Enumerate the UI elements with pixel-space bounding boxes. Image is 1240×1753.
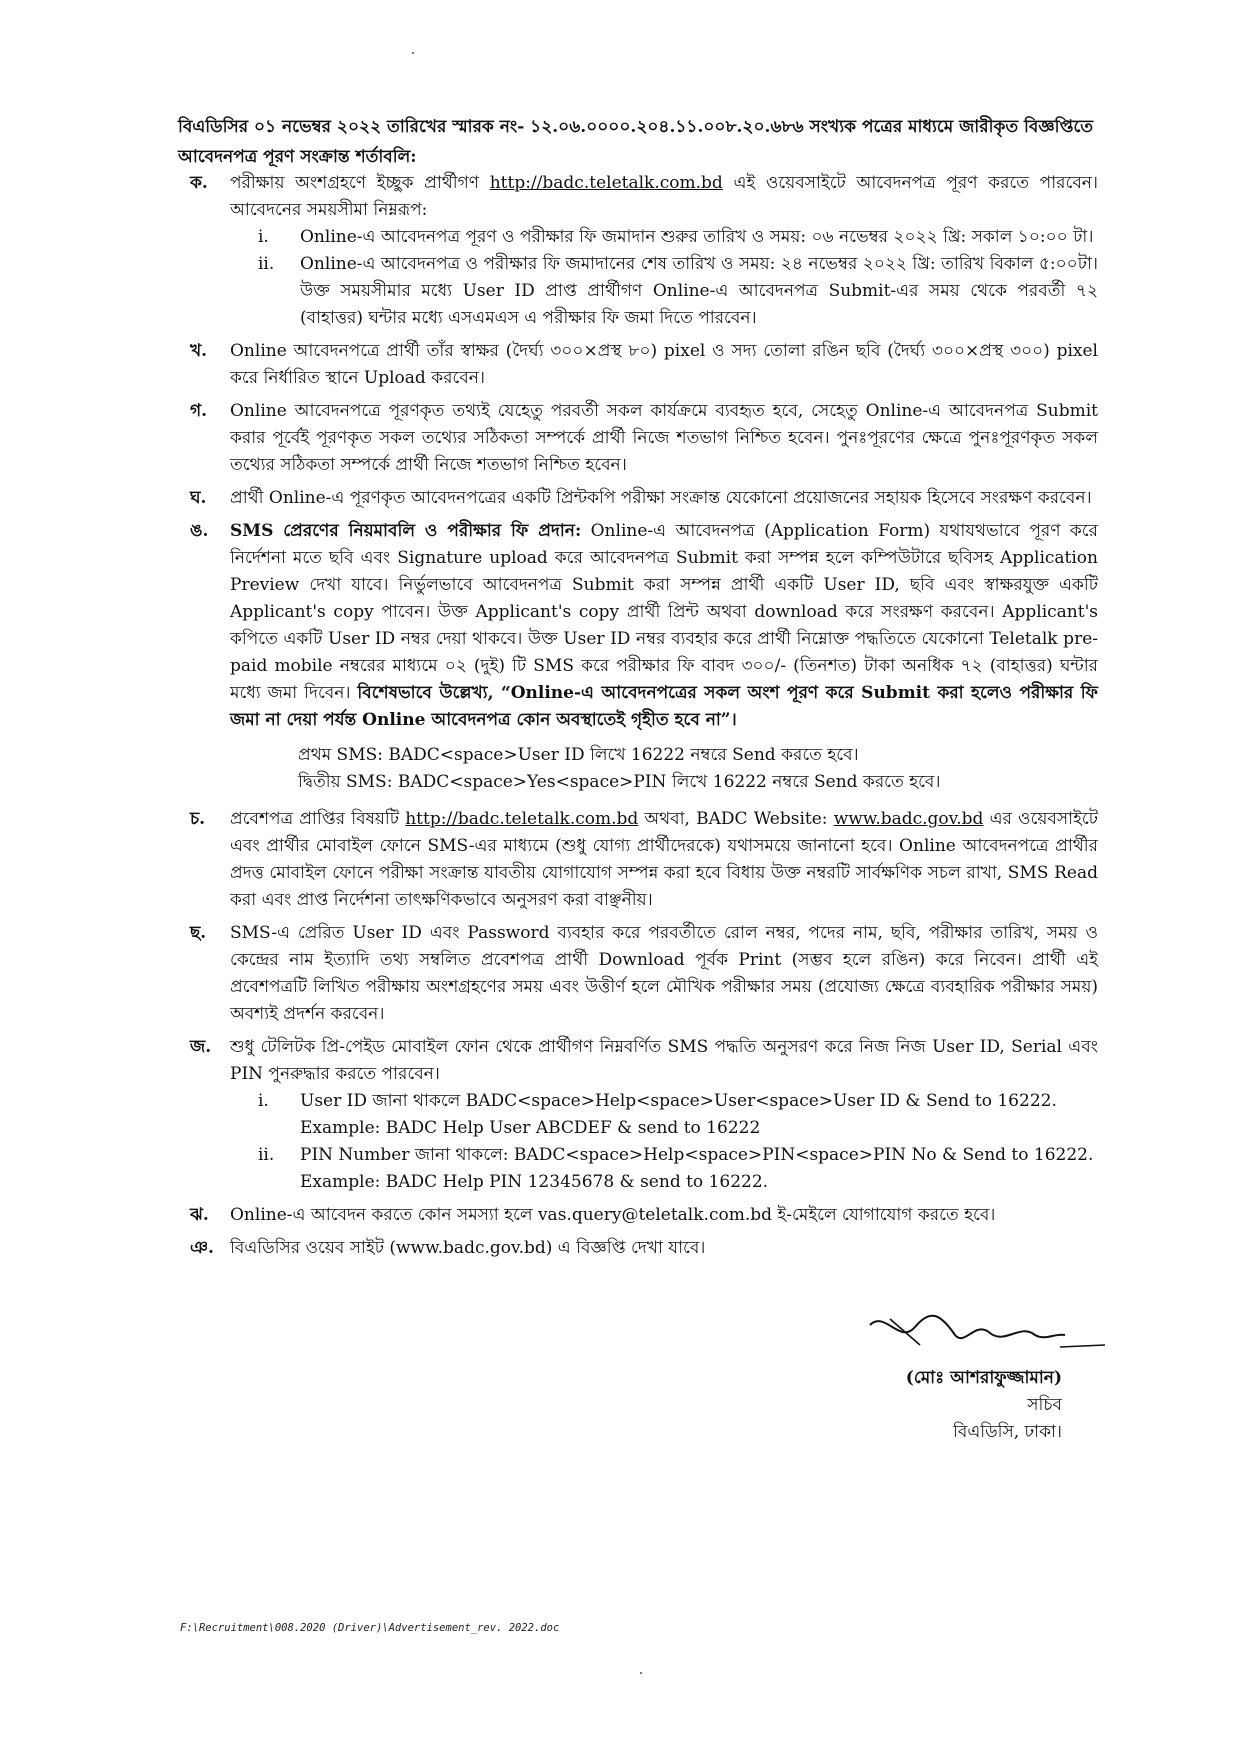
item-marker: ছ. (190, 923, 207, 943)
sub-item-text: User ID জানা থাকলে BADC<space>Help<space>User<space>User ID & Send to 16222. (300, 1091, 1057, 1111)
sub-item-number: ii. (258, 254, 275, 274)
item-kha (178, 338, 1098, 392)
teletalk-link[interactable]: http://badc.teletalk.com.bd (405, 809, 639, 829)
item-ga (178, 398, 1098, 479)
signatory-title: সচিব (1027, 1395, 1062, 1415)
badc-website-link[interactable]: www.badc.gov.bd (833, 809, 984, 829)
sub-item-i (258, 224, 1098, 251)
teletalk-link[interactable]: http://badc.teletalk.com.bd (489, 173, 723, 193)
item-text: Online-এ আবেদন করতে কোন সমস্যা হলে vas.query@teletalk.com.bd ই-মেইলে যোগাযোগ করতে হবে। (230, 1205, 996, 1225)
item-marker: ঘ. (190, 488, 207, 508)
sub-item-example: Example: BADC Help PIN 12345678 & send to 16222. (300, 1172, 769, 1192)
item-text: Online আবেদনপত্রে প্রার্থী তাঁর স্বাক্ষর (দৈর্ঘ্য ৩০০×প্রস্থ ৮০) pixel ও সদ্য তোলা রঙিন ছবি (দৈর্ঘ্য ৩০০×প্রস্থ ৩০০) pixel করে নির্ধারিত স্থানে Upload করবেন। (230, 341, 1098, 388)
sub-item-text: PIN Number জানা থাকলে: BADC<space>Help<space>PIN<space>PIN No & Send to 16222. (300, 1145, 1094, 1165)
item-gha (178, 485, 1098, 512)
scan-speck (640, 1672, 642, 1674)
item-text: SMS-এ প্রেরিত User ID এবং Password ব্যবহার করে পরবর্তীতে রোল নম্বর, পদের নাম, ছবি, পরীক্ষার তারিখ, সময় ও কেন্দ্রের নাম ইত্যাদি তথ্য সম্বলিত প্রবেশপত্র প্রার্থী Download পূর্বক Print (সম্ভব হলে রঙিন) করে নিবেন। প্রার্থী এই প্রবেশপত্রটি লিখিত পরীক্ষায় অংশগ্রহণের সময় এবং উত্তীর্ণ হলে মৌখিক পরীক্ষার সময় (প্রযোজ্য ক্ষেত্রে ব্যবহারিক পরীক্ষার সময়) অবশ্যই প্রদর্শন করবেন। (230, 923, 1098, 1024)
sub-item-i (258, 1088, 1098, 1142)
item-text (230, 170, 1098, 224)
sub-item-text: Online-এ আবেদনপত্র ও পরীক্ষার ফি জমাদানের শেষ তারিখ ও সময়: ২৪ নভেম্বর ২০২২ খ্রি: তারিখ বিকাল ৫:০০টা। উক্ত সময়সীমার মধ্যে User ID প্রাপ্ত প্রার্থীগণ Online-এ আবেদনপত্র Submit-এর সময় থেকে পরবর্তী ৭২ (বাহাত্তর) ঘন্টার মধ্যে এসএমএস এ পরীক্ষার ফি জমা দিতে পারবেন। (300, 254, 1098, 328)
item-text (230, 518, 1098, 734)
document-header: বিএডিসির ০১ নভেম্বর ২০২২ তারিখের স্মারক নং- ১২.০৬.০০০০.২০৪.১১.০০৮.২০.৬৮৬ সংখ্যক পত্রের মাধ্যমে জারীকৃত বিজ্ঞপ্তিতে আবেদনপত্র পূরণ সংক্রান্ত শর্তাবলি: (178, 117, 1094, 167)
sub-item-ii (258, 1142, 1098, 1196)
item-ja (178, 1034, 1098, 1196)
item-text-post: এই ওয়েবসাইটে আবেদনপত্র পূরণ করতে পারবেন। আবেদনের সময়সীমা নিম্নরূপ: (230, 173, 1099, 220)
item-text: বিএডিসির ওয়েব সাইট (www.badc.gov.bd) এ বিজ্ঞপ্তি দেখা যাবে। (230, 1238, 706, 1258)
item-ka (178, 170, 1098, 332)
item-marker: ঙ. (190, 521, 209, 541)
signatory-organization: বিএডিসি, ঢাকা। (953, 1422, 1062, 1442)
item-text-post: এর ওয়েবসাইটে এবং প্রার্থীর মোবাইল ফোনে SMS-এর মাধ্যমে (শুধু যোগ্য প্রার্থীদেরকে) যথাসময়ে জানানো হবে। Online আবেদনপত্রে প্রার্থীর প্রদত্ত মোবাইল ফোনে পরীক্ষা সংক্রান্ত যাবতীয় যোগাযোগ সম্পন্ন করা হবে বিধায় উক্ত নম্বরটি সার্বক্ষণিক সচল রাখা, SMS Read করা এবং প্রাপ্ত নির্দেশনা তাৎক্ষণিকভাবে অনুসরণ করা বাঞ্ছনীয়। (230, 809, 1098, 910)
item-text: প্রার্থী Online-এ পূরণকৃত আবেদনপত্রের একটি প্রিন্টকপি পরীক্ষা সংক্রান্ত যেকোনো প্রয়োজনের সহায়ক হিসেবে সংরক্ষণ করবেন। (230, 488, 1092, 508)
item-cha (178, 806, 1098, 914)
second-sms: দ্বিতীয় SMS: BADC<space>Yes<space>PIN লিখে 16222 নম্বরে Send করতে হবে। (298, 772, 941, 792)
item-marker: ক. (190, 173, 208, 193)
first-sms: প্রথম SMS: BADC<space>User ID লিখে 16222 নম্বরে Send করতে হবে। (298, 745, 859, 765)
sub-item-number: i. (258, 1091, 269, 1111)
handwritten-signature (860, 1305, 1110, 1365)
item-marker: খ. (190, 341, 208, 361)
file-path-footer: F:\Recruitment\008.2020 (Driver)\Advertisement_rev. 2022.doc (180, 1622, 560, 1634)
conditions-list (178, 170, 1098, 1268)
item-text: Online আবেদনপত্রে পূরণকৃত তথ্যই যেহেতু পরবর্তী সকল কার্যক্রমে ব্যবহৃত হবে, সেহেতু Online-এ আবেদনপত্র Submit করার পূর্বেই পূরণকৃত সকল তথ্যের সঠিকতা সম্পর্কে প্রার্থী নিজে শতভাগ নিশ্চিত হবেন। পুনঃপূরণের ক্ষেত্রে পুনঃপূরণকৃত সকল তথ্যের সঠিকতা সম্পর্কে প্রার্থী নিজে শতভাগ নিশ্চিত হবেন। (230, 401, 1098, 475)
scan-speck (412, 52, 414, 54)
item-marker: ঞ. (190, 1238, 214, 1258)
sub-item-ii (258, 251, 1098, 332)
sub-item-text: Online-এ আবেদনপত্র পূরণ ও পরীক্ষার ফি জমাদান শুরুর তারিখ ও সময়: ০৬ নভেম্বর ২০২২ খ্রি: সকাল ১০:০০ টা। (300, 227, 1094, 247)
item-marker: গ. (190, 401, 208, 421)
special-note: বিশেষভাবে উল্লেখ্য, “Online-এ আবেদনপত্রের সকল অংশ পূরণ করে Submit করা হলেও পরীক্ষার ফি জমা না দেয়া পর্যন্ত Online আবেদনপত্র কোন অবস্থাতেই গৃহীত হবে না”। (230, 683, 1098, 730)
item-text-mid: অথবা, BADC Website: (638, 809, 834, 829)
item-text (230, 806, 1098, 914)
item-text: শুধু টেলিটক প্রি-পেইড মোবাইল ফোন থেকে প্রার্থীগণ নিম্নবর্ণিত SMS পদ্ধতি অনুসরণ করে নিজ নিজ User ID, Serial এবং PIN পুনরুদ্ধার করতে পারবেন। (230, 1037, 1098, 1084)
signatory-name: (মোঃ আশরাফুজ্জামান) (905, 1368, 1062, 1388)
item-marker: চ. (190, 809, 206, 829)
item-text-body: Online-এ আবেদনপত্র (Application Form) যথাযথভাবে পূরণ করে নির্দেশনা মতে ছবি এবং Signature upload করে আবেদনপত্র Submit করা সম্পন্ন হলে কম্পিউটারে ছবিসহ Application Preview দেখা যাবে। নির্ভুলভাবে আবেদনপত্র Submit করা সম্পন্ন প্রার্থী একটি User ID, ছবি এবং স্বাক্ষরযুক্ত একটি Applicant's copy পাবেন। উক্ত Applicant's copy প্রার্থী প্রিন্ট অথবা download করে সংরক্ষণ করবেন। Applicant's কপিতে একটি User ID নম্বর দেয়া থাকবে। উক্ত User ID নম্বর ব্যবহার করে প্রার্থী নিম্নোক্ত পদ্ধতিতে যেকোনো Teletalk pre-paid mobile নম্বরের মাধ্যমে ০২ (দুই) টি SMS করে পরীক্ষার ফি বাবদ ৩০০/- (তিনশত) টাকা অনধিক ৭২ (বাহাত্তর) ঘন্টার মধ্যে জমা দিবেন। (230, 521, 1098, 703)
item-marker: ঝ. (190, 1205, 209, 1225)
sub-item-example: Example: BADC Help User ABCDEF & send to 16222 (300, 1118, 761, 1138)
item-text-pre: পরীক্ষায় অংশগ্রহণে ইচ্ছুক প্রার্থীগণ (230, 173, 490, 193)
item-jha (178, 1202, 1098, 1229)
sub-item-number: ii. (258, 1145, 275, 1165)
sub-item-number: i. (258, 227, 269, 247)
item-nya (178, 1235, 1098, 1262)
item-chha (178, 920, 1098, 1028)
item-uma (178, 518, 1098, 796)
sms-rules-heading: SMS প্রেরণের নিয়মাবলি ও পরীক্ষার ফি প্রদান: (230, 521, 582, 541)
item-text-pre: প্রবেশপত্র প্রাপ্তির বিষয়টি (230, 809, 406, 829)
sms-instructions (230, 742, 1098, 796)
item-marker: জ. (190, 1037, 212, 1057)
signature-block (872, 1365, 1062, 1446)
